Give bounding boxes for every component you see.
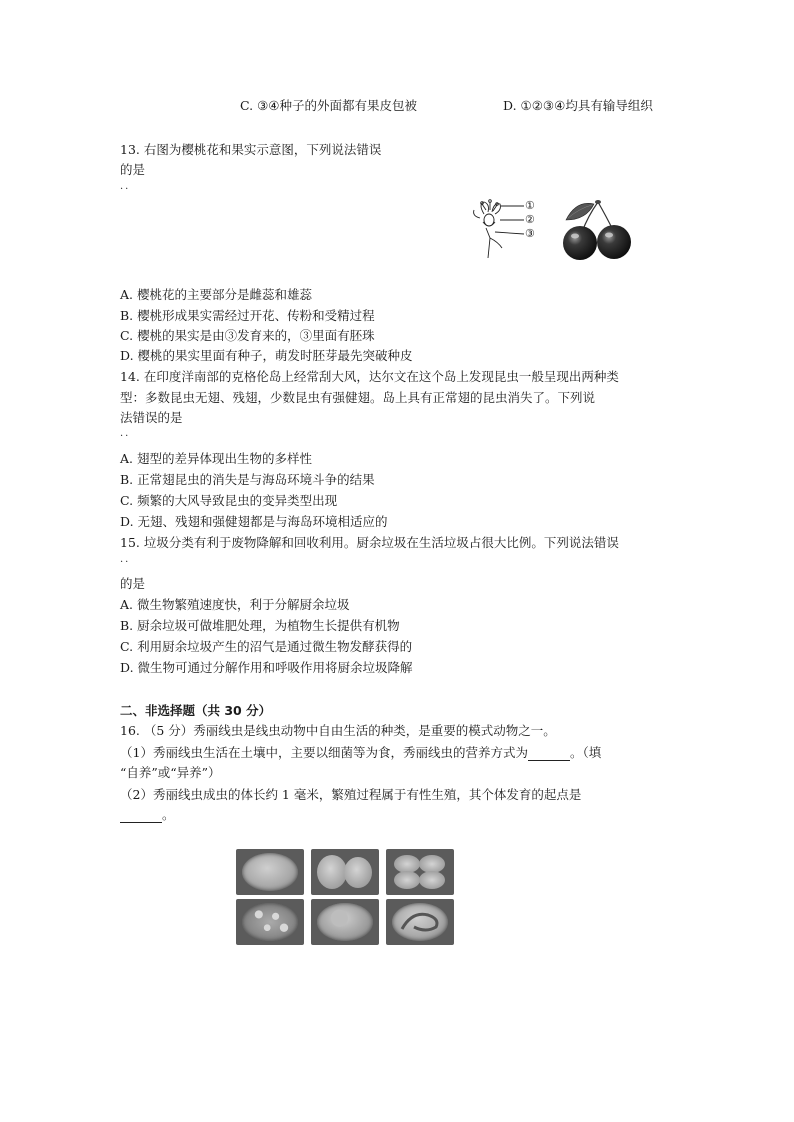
embryo-1-cell [242, 853, 298, 891]
q13-emphasis-marks: ·· [120, 184, 131, 195]
q16-part2-line2 [120, 807, 175, 823]
embryo-photo-3 [386, 849, 454, 895]
embryo-3-cell-c [394, 871, 420, 889]
q13-option-c: C. 樱桃的果实是由③发育来的，③里面有胚珠 [120, 328, 375, 343]
cherry-drawing [558, 198, 638, 262]
q15-stem-line1: 15. 垃圾分类有利于废物降解和回收利用。厨余垃圾在生活垃圾占很大比例。下列说法错误 [120, 535, 619, 550]
embryo-photo-4 [236, 899, 304, 945]
section2-heading: 二、非选择题（共 30 分） [120, 703, 272, 718]
embryo-3-cell [392, 853, 448, 891]
flower-label-2: ② [525, 213, 535, 226]
q16-answer-blank-2[interactable] [120, 810, 162, 823]
q13-stem-line2: 的是 [120, 162, 146, 177]
q12-option-d: D. ①②③④均具有输导组织 [503, 98, 653, 113]
cherry-fruit-picture [558, 198, 638, 262]
q13-option-a: A. 樱桃花的主要部分是雌蕊和雄蕊 [120, 287, 312, 302]
embryo-photo-5 [311, 899, 379, 945]
embryo-development-photos [236, 849, 456, 945]
q14-option-b: B. 正常翅昆虫的消失是与海岛环境斗争的结果 [120, 472, 375, 487]
q16-part1-line1 [120, 745, 601, 761]
q16-part2-line1: （2）秀丽线虫成虫的体长约 1 毫米，繁殖过程属于有性生殖，其个体发育的起点是 [120, 787, 582, 802]
q13-stem-line1: 13. 右图为樱桃花和果实示意图，下列说法错误 [120, 142, 382, 157]
q16-part2-suffix: 。 [162, 807, 175, 822]
q16-part1-text: （1）秀丽线虫生活在土壤中，主要以细菌等为食，秀丽线虫的营养方式为 [120, 745, 528, 760]
q13-option-b: B. 樱桃形成果实需经过开花、传粉和受精过程 [120, 308, 375, 323]
q15-option-c: C. 利用厨余垃圾产生的沼气是通过微生物发酵获得的 [120, 639, 413, 654]
embryo-4-cell [242, 903, 298, 941]
embryo-2-cell [317, 853, 373, 891]
q14-option-c: C. 频繁的大风导致昆虫的变异类型出现 [120, 493, 338, 508]
flower-label-1: ① [525, 199, 535, 212]
embryo-5-cell [317, 903, 373, 941]
embryo-photo-2 [311, 849, 379, 895]
cherry-flower-diagram [468, 198, 540, 260]
q14-stem-line1: 14. 在印度洋南部的克格伦岛上经常刮大风，达尔文在这个岛上发现昆虫一般呈现出两种类 [120, 369, 619, 384]
q14-emphasis-marks: ·· [120, 431, 131, 442]
q15-option-a: A. 微生物繁殖速度快，利于分解厨余垃圾 [120, 597, 350, 612]
embryo-2-cell-right [344, 857, 372, 888]
embryo-6-cell [392, 903, 448, 941]
embryo-2-cell-left [317, 855, 347, 889]
embryo-photo-1 [236, 849, 304, 895]
embryo-photo-6 [386, 899, 454, 945]
flower-label-3: ③ [525, 227, 535, 240]
q12-option-c: C. ③④种子的外面都有果皮包被 [240, 98, 417, 113]
q15-emphasis-marks: ·· [120, 557, 131, 568]
q16-part1-line2: “自养”或“异养”） [120, 765, 221, 780]
q14-stem-line3: 法错误的是 [120, 410, 183, 425]
q16-answer-blank-1[interactable] [528, 748, 570, 761]
embryo-3-cell-d [419, 871, 445, 889]
q15-option-b: B. 厨余垃圾可做堆肥处理，为植物生长提供有机物 [120, 618, 400, 633]
q14-option-d: D. 无翅、残翅和强健翅都是与海岛环境相适应的 [120, 514, 388, 529]
q15-stem-line2: 的是 [120, 576, 146, 591]
embryo-6-worm [392, 903, 448, 941]
q15-option-d: D. 微生物可通过分解作用和呼吸作用将厨余垃圾降解 [120, 660, 413, 675]
q16-part1-suffix: 。（填 [569, 745, 602, 760]
q14-option-a: A. 翅型的差异体现出生物的多样性 [120, 451, 312, 466]
q16-stem: 16. （5 分）秀丽线虫是线虫动物中自由生活的种类，是重要的模式动物之一。 [120, 723, 556, 738]
q14-stem-line2: 型：多数昆虫无翅、残翅，少数昆虫有强健翅。岛上具有正常翅的昆虫消失了。下列说 [120, 390, 596, 405]
q13-option-d: D. 樱桃的果实里面有种子，萌发时胚芽最先突破种皮 [120, 348, 413, 363]
